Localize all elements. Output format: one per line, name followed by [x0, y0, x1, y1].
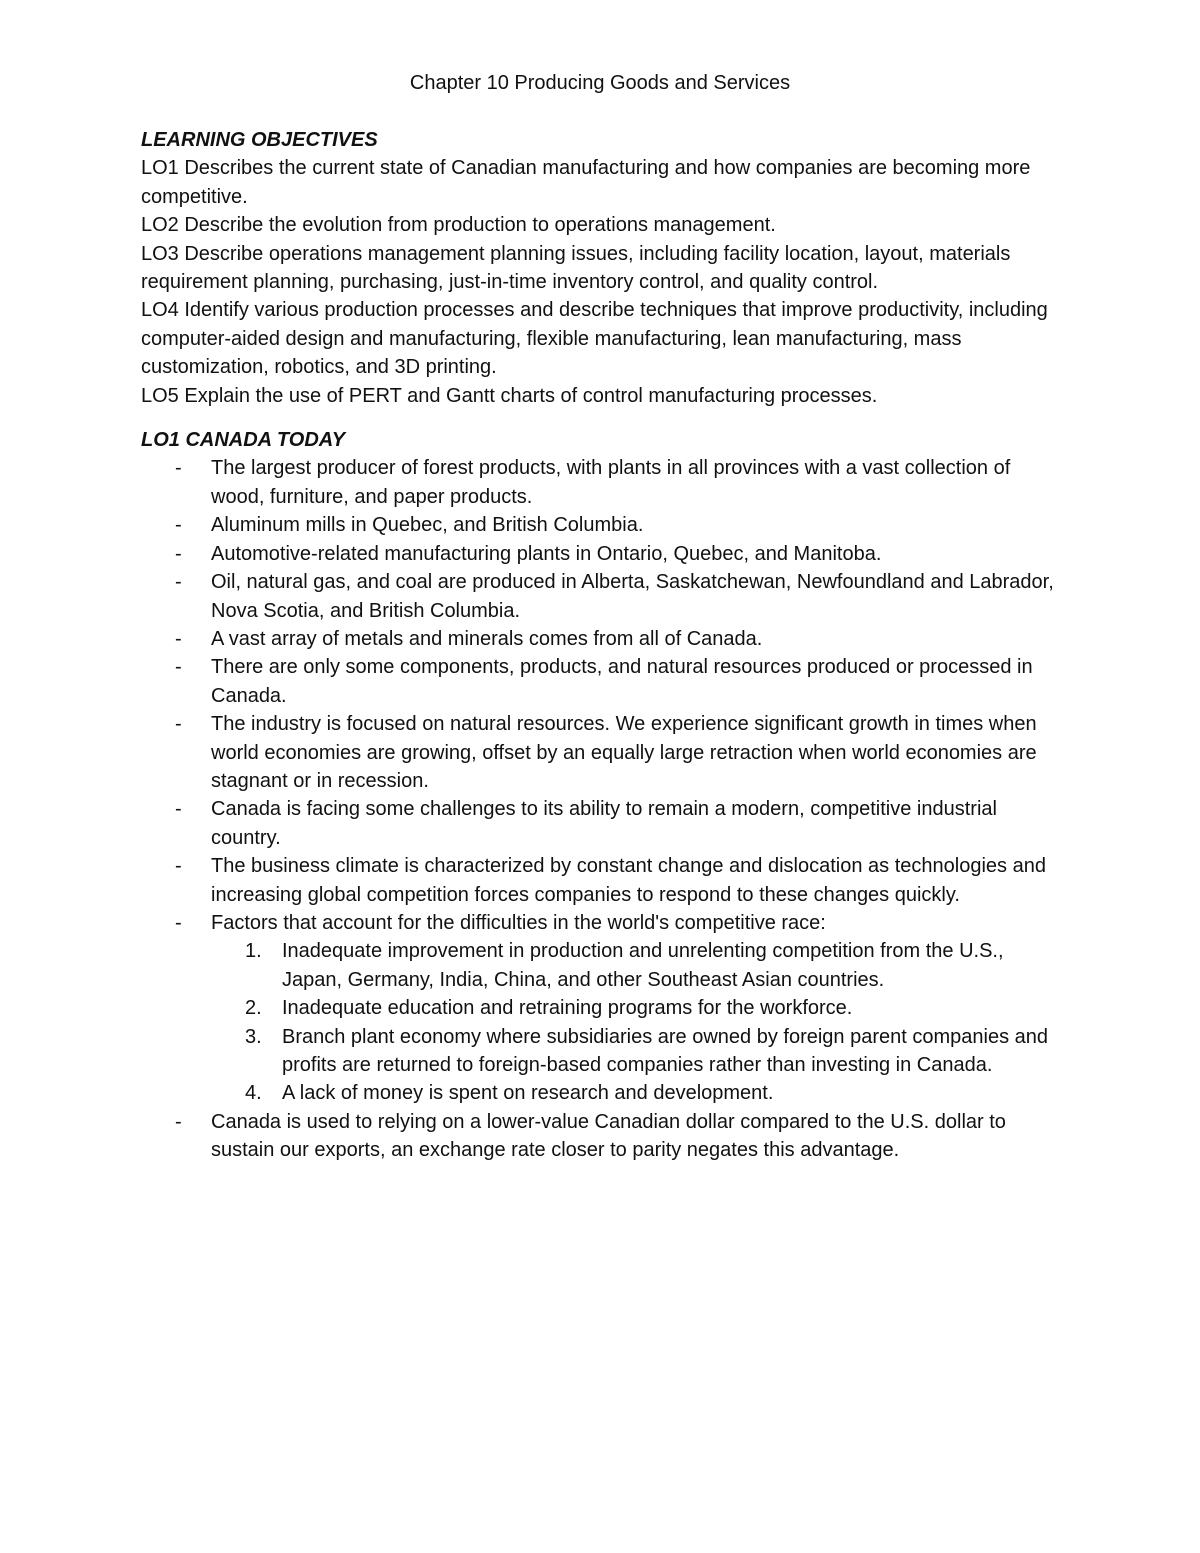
learning-objectives-section	[141, 126, 1061, 410]
dash-bullet: -	[175, 713, 182, 736]
list-item-text: The industry is focused on natural resources. We experience significant growth in times when world economies are growing, offset by an equally large retraction when world economies are stagnant or in recession.	[211, 713, 1037, 792]
dash-bullet: -	[175, 627, 182, 650]
dash-bullet: -	[175, 798, 182, 821]
list-item	[141, 1108, 1061, 1165]
numbered-item-text: Branch plant economy where subsidiaries are owned by foreign parent companies and profits are returned to foreign-based companies rather than investing in Canada.	[282, 1025, 1049, 1076]
list-item	[141, 625, 1061, 653]
list-item-text: Factors that account for the difficulties in the world's competitive race:	[211, 911, 826, 934]
objective-lo4: LO4 Identify various production processes and describe techniques that improve productivity, including computer-aided design and manufacturing, flexible manufacturing, lean manufacturing, mass customization, robotics, and 3D printing.	[141, 299, 1048, 379]
lo1-canada-today-section	[141, 426, 1061, 1165]
list-item	[141, 909, 1061, 1108]
list-item	[141, 653, 1061, 710]
list-item-text: Automotive-related manufacturing plants in Ontario, Quebec, and Manitoba.	[211, 542, 882, 565]
numbered-item-text: Inadequate improvement in production and unrelenting competition from the U.S., Japan, Germany, India, China, and other Southeast Asian countries.	[282, 940, 1004, 991]
list-item-text: Oil, natural gas, and coal are produced in Alberta, Saskatchewan, Newfoundland and Labrador, Nova Scotia, and British Columbia.	[211, 571, 1054, 622]
numbered-item-text: Inadequate education and retraining programs for the workforce.	[282, 997, 853, 1020]
objective-lo2: LO2 Describe the evolution from production to operations management.	[141, 214, 776, 237]
page-title: Chapter 10 Producing Goods and Services	[409, 72, 791, 94]
list-item-text: The business climate is characterized by constant change and dislocation as technologies and increasing global competition forces companies to respond to these changes quickly.	[211, 855, 1046, 906]
numbered-item	[211, 1023, 1061, 1080]
list-item-text: Canada is used to relying on a lower-value Canadian dollar compared to the U.S. dollar to sustain our exports, an exchange rate closer to parity negates this advantage.	[211, 1110, 1006, 1162]
dash-bullet: -	[175, 542, 182, 565]
dash-bullet: -	[175, 656, 182, 679]
list-item	[141, 710, 1061, 795]
dash-bullet: -	[175, 514, 182, 537]
dash-bullet: -	[175, 911, 182, 934]
factors-list	[211, 937, 1061, 1107]
dash-bullet: -	[175, 1110, 182, 1133]
objective-lo5: LO5 Explain the use of PERT and Gantt charts of control manufacturing processes.	[141, 384, 878, 407]
document-body	[141, 126, 1061, 1165]
item-number: 4.	[245, 1082, 262, 1105]
objective-lo1: LO1 Describes the current state of Canadian manufacturing and how companies are becoming more competitive.	[141, 157, 1031, 208]
list-item-text: A vast array of metals and minerals comes from all of Canada.	[211, 627, 763, 650]
section-spacer	[141, 410, 1061, 426]
dash-bullet: -	[175, 571, 182, 594]
list-item	[141, 568, 1061, 625]
list-item	[141, 852, 1061, 909]
dash-bullet: -	[175, 457, 182, 480]
numbered-item	[211, 937, 1061, 994]
numbered-item-text: A lack of money is spent on research and development.	[282, 1082, 774, 1105]
numbered-item	[211, 1079, 1061, 1107]
list-item-text: There are only some components, products, and natural resources produced or processed in Canada.	[211, 656, 1033, 707]
list-item	[141, 540, 1061, 568]
item-number: 1.	[245, 940, 262, 963]
list-item	[141, 454, 1061, 511]
lo1-heading: LO1 CANADA TODAY	[141, 429, 346, 452]
canada-today-list	[141, 454, 1061, 1164]
objective-lo3: LO3 Describe operations management planning issues, including facility location, layout, materials requirement planning, purchasing, just-in-time inventory control, and quality control.	[141, 242, 1011, 294]
item-number: 2.	[245, 997, 262, 1020]
list-item	[141, 511, 1061, 539]
dash-bullet: -	[175, 855, 182, 878]
list-item-text: Canada is facing some challenges to its ability to remain a modern, competitive industrial country.	[211, 798, 997, 849]
list-item-text: Aluminum mills in Quebec, and British Columbia.	[211, 514, 644, 537]
numbered-item	[211, 994, 1061, 1022]
item-number: 3.	[245, 1025, 262, 1048]
list-item-text: The largest producer of forest products, with plants in all provinces with a vast collection of wood, furniture, and paper products.	[211, 457, 1011, 508]
list-item	[141, 795, 1061, 852]
learning-objectives-heading: LEARNING OBJECTIVES	[141, 129, 378, 151]
